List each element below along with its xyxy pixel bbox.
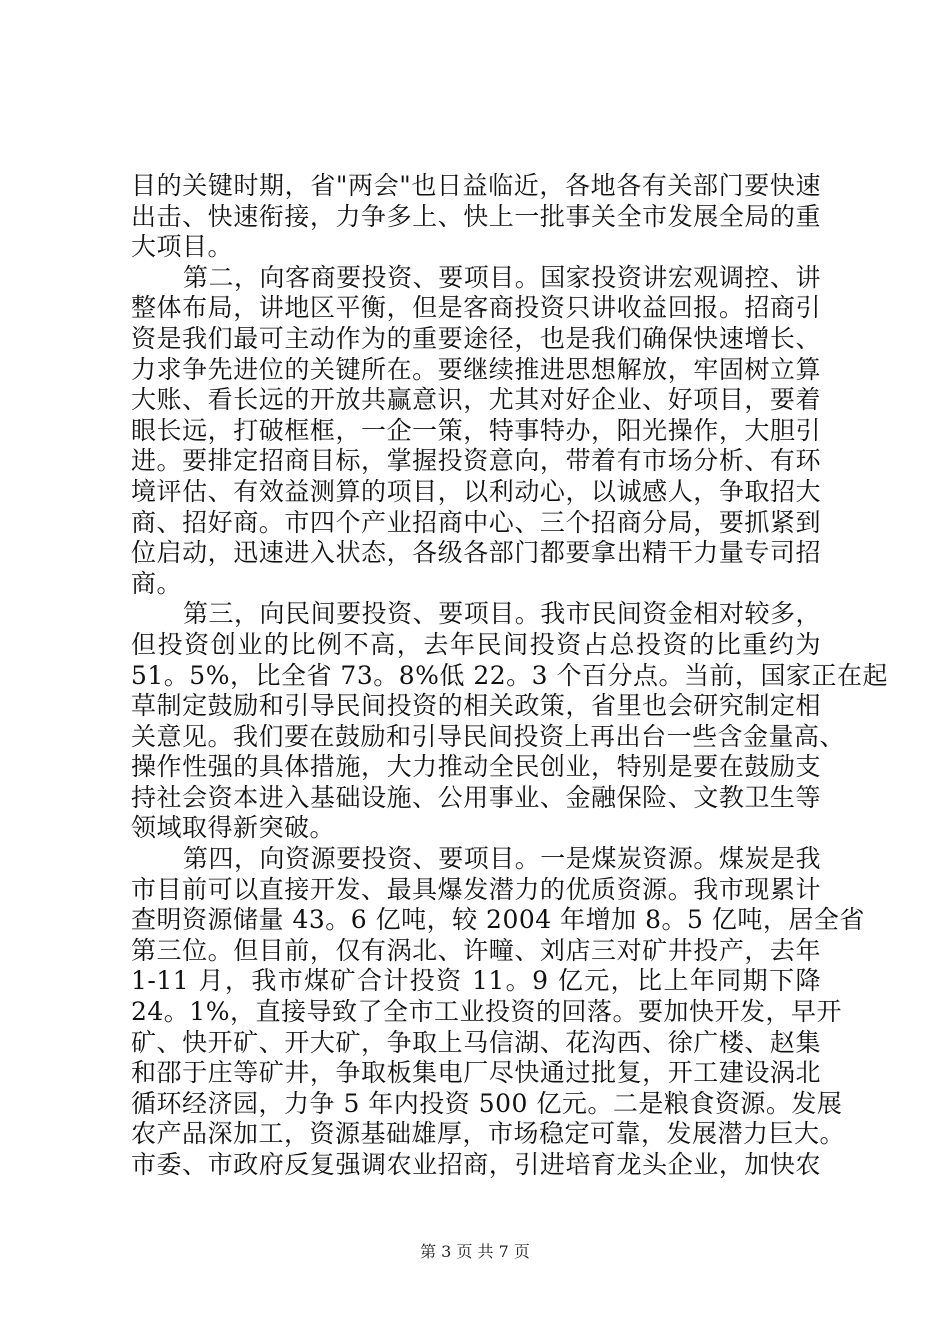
text-line: 循环经济园，力争 5 年内投资 500 亿元。二是粮食资源。发展 <box>131 1088 843 1118</box>
text-line: 力求争先进位的关键所在。要继续推进思想解放，牢固树立算 <box>131 354 821 384</box>
text-line: 51。5%，比全省 73。8%低 22。3 个百分点。当前，国家正在起 <box>131 660 889 690</box>
text-line: 市目前可以直接开发、最具爆发潜力的优质资源。我市现累计 <box>131 874 821 904</box>
text-line: 商、招好商。市四个产业招商中心、三个招商分局，要抓紧到 <box>131 507 821 537</box>
text-line: 操作性强的具体措施，大力推动全民创业，特别是要在鼓励支 <box>131 752 821 782</box>
text-line: 大账、看长远的开放共赢意识，尤其对好企业、好项目，要着 <box>131 385 821 415</box>
text-line: 但投资创业的比例不高，去年民间投资占总投资的比重约为 <box>131 629 821 659</box>
text-line: 第三位。但目前，仅有涡北、许疃、刘店三对矿井投产，去年 <box>131 935 821 965</box>
text-line: 24。1%，直接导致了全市工业投资的回落。要加快开发，早开 <box>131 997 842 1027</box>
text-line: 关意见。我们要在鼓励和引导民间投资上再出台一些含金量高、 <box>131 721 846 751</box>
text-line: 资是我们最可主动作为的重要途径，也是我们确保快速增长、 <box>131 323 821 353</box>
text-line: 和邵于庄等矿井，争取板集电厂尽快通过批复，开工建设涡北 <box>131 1058 821 1088</box>
text-line: 第三，向民间要投资、要项目。我市民间资金相对较多， <box>183 599 821 629</box>
text-line: 进。要排定招商目标，掌握投资意向，带着有市场分析、有环 <box>131 446 821 476</box>
text-line: 位启动，迅速进入状态，各级各部门都要拿出精干力量专司招 <box>131 538 821 568</box>
text-line: 第二，向客商要投资、要项目。国家投资讲宏观调控、讲 <box>183 262 821 292</box>
text-line: 大项目。 <box>131 232 234 262</box>
text-line: 出击、快速衔接，力争多上、快上一批事关全市发展全局的重 <box>131 201 821 231</box>
text-line: 农产品深加工，资源基础雄厚，市场稳定可靠，发展潜力巨大。 <box>131 1119 846 1149</box>
text-line: 目的关键时期，省"两会"也日益临近，各地各有关部门要快速 <box>131 171 821 200</box>
text-line: 眼长远，打破框框，一企一策，特事特办，阳光操作，大胆引 <box>131 415 821 445</box>
text-line: 整体布局，讲地区平衡，但是客商投资只讲收益回报。招商引 <box>131 293 821 323</box>
text-line: 商。 <box>131 568 183 598</box>
text-line: 市委、市政府反复强调农业招商，引进培育龙头企业，加快农 <box>131 1150 821 1179</box>
text-line: 1-11 月，我市煤矿合计投资 11。9 亿元，比上年同期下降 <box>131 966 821 996</box>
text-line: 持社会资本进入基础设施、公用事业、金融保险、文教卫生等 <box>131 782 821 812</box>
text-line: 领域取得新突破。 <box>131 813 336 843</box>
text-line: 第四，向资源要投资、要项目。一是煤炭资源。煤炭是我 <box>183 844 821 874</box>
text-line: 境评估、有效益测算的项目，以利动心，以诚感人，争取招大 <box>131 476 821 506</box>
page-number-footer: 第 3 页 共 7 页 <box>420 1242 530 1261</box>
text-line: 草制定鼓励和引导民间投资的相关政策，省里也会研究制定相 <box>131 691 821 721</box>
document-body <box>131 171 889 1181</box>
text-line: 矿、快开矿、开大矿，争取上马信湖、花沟西、徐广楼、赵集 <box>131 1027 821 1057</box>
text-line: 查明资源储量 43。6 亿吨，较 2004 年增加 8。5 亿吨，居全省 <box>131 905 865 935</box>
